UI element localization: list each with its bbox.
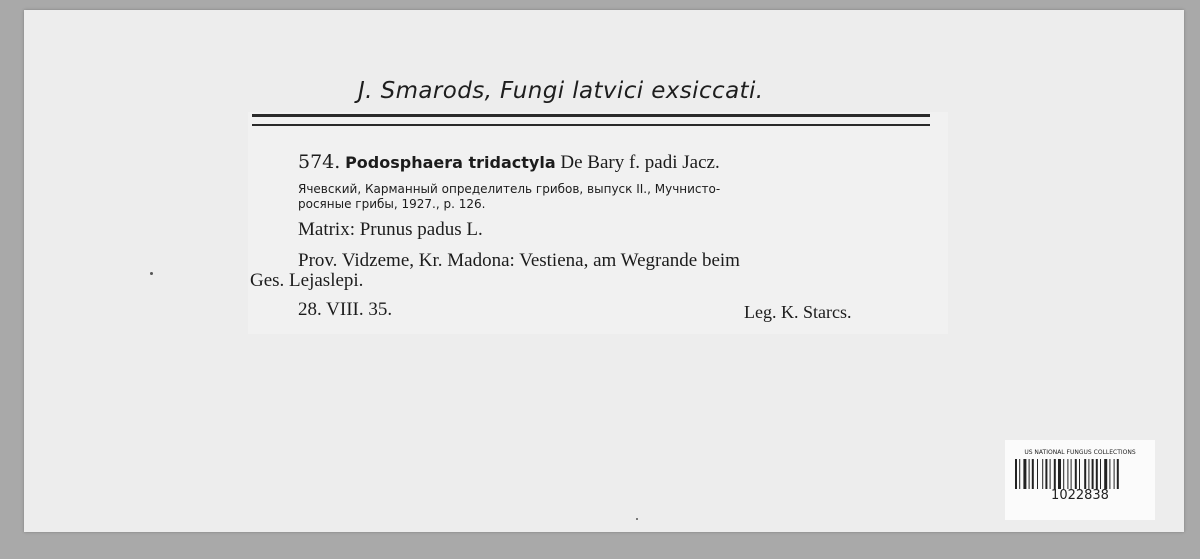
species-authority: De Bary f. padi Jacz. [560, 152, 720, 173]
title-rule-thick [252, 114, 930, 117]
paper-speck [150, 272, 153, 275]
species-line [298, 151, 720, 174]
paper-speck [636, 518, 638, 520]
collection-stamp [1005, 440, 1155, 520]
species-name: Podosphaera tridactyla [345, 153, 556, 172]
stamp-institution: US NATIONAL FUNGUS COLLECTIONS [1024, 449, 1136, 456]
series-title: J. Smarods, Fungi latvici exsiccati. [358, 78, 764, 104]
reference-line-1: Ячевский, Карманный определитель грибов, выпуск II., Мучнисто- [298, 182, 721, 196]
reference-line-2: росяные грибы, 1927., p. 126. [298, 197, 486, 211]
stamp-catalog-number: 1022838 [1051, 488, 1109, 503]
locality-line-1: Prov. Vidzeme, Kr. Madona: Vestiena, am Wegrande beim [298, 250, 740, 271]
collector: Leg. K. Starcs. [744, 302, 852, 322]
title-rule-thin [252, 124, 930, 126]
barcode-icon [1015, 459, 1147, 489]
locality-line-2: Ges. Lejaslepi. [250, 270, 364, 291]
matrix-line: Matrix: Prunus padus L. [298, 219, 483, 240]
collection-date: 28. VIII. 35. [298, 299, 393, 320]
specimen-number: 574. [298, 151, 341, 173]
